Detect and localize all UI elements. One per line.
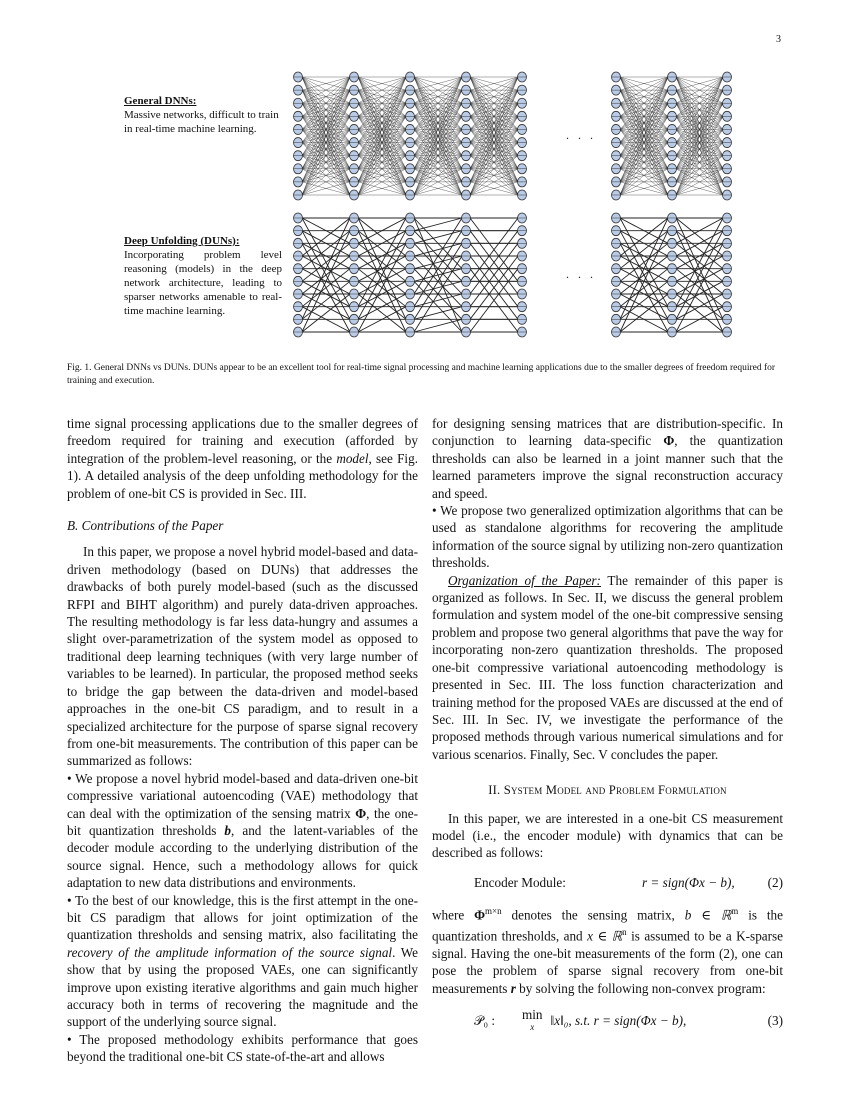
bullet-2: • To the best of our knowledge, this is the first attempt in the one-bit CS paradigm that allows for joint optimization of the quantization thresholds and sensing matrix, also facilitating the recovery of the amplitude information of the source signal. We show that by using the proposed VAEs, one can significantly improve upon existing iterative algorithms and gain much higher accuracy both in terms of recovering the magnitude and the support of the underlying source signal. bbox=[67, 892, 418, 1030]
right-column bbox=[432, 415, 783, 1045]
dun-label bbox=[124, 234, 282, 318]
section-heading: II. System Model and Problem Formulation bbox=[488, 783, 727, 798]
page-number: 3 bbox=[776, 34, 781, 45]
dun-network-right bbox=[612, 213, 732, 337]
dun-label-text: Incorporating problem level reasoning (models) in the deep network architecture, leading to sparser networks amenable to real-time machine learning. bbox=[124, 249, 282, 317]
dnn-label-heading: General DNNs: bbox=[124, 95, 197, 107]
figure-caption: Fig. 1. General DNNs vs DUNs. DUNs appear to be an excellent tool for real-time signal processing and machine learning applications due to the smaller degrees of freedom required for training and execution. bbox=[67, 363, 776, 386]
dun-label-heading: Deep Unfolding (DUNs): bbox=[124, 235, 240, 247]
bullet-1: • We propose a novel hybrid model-based and data-driven one-bit compressive variational autoencoding (VAE) methodology that can deal with the optimization of the sensing matrix Φ, the one-bit quantization thresholds b, and the latent-variables of the decoder module according to the underlying distribution of the source signal. Hence, such a methodology allows for quick adaptation to new data distributions and environments. bbox=[67, 770, 419, 891]
dnn-network-right bbox=[612, 72, 732, 200]
subsection-heading: B. Contributions of the Paper bbox=[67, 518, 224, 534]
paragraph-contributions: In this paper, we propose a novel hybrid model-based and data-driven methodology (based on DUNs) that addresses the drawbacks of both purely model-based (such as the discussed RFPI and BIHT algorithm) and purely data-driven approaches. The resulting methodology is far less data-hungry and assumes a slight over-parametrization of the system model as opposed to traditional deep learning techniques (with very large number of variables to be learned). In particular, the proposed method seeks to bridge the gap between the data-driven and model-based approaches in the one-bit CS paradigm, and to result in a specialized architecture for the purpose of sparse signal recovery from one-bit measurements. The contribution of this paper can be summarized as follows: bbox=[67, 544, 418, 769]
bullet-3: • The proposed methodology exhibits performance that goes beyond the traditional one-bit CS state-of-the-art and allows bbox=[67, 1031, 418, 1065]
bullet-4: • We propose two generalized optimization algorithms that can be used as standalone algorithms for recovering the amplitude information of the source signal by utilizing non-zero quantization thresholds. bbox=[432, 503, 783, 571]
paragraph-intro-end: time signal processing applications due to the smaller degrees of freedom required for training and execution (afforded by integration of the problem-level reasoning, or the model, see Fig. 1). A detailed analysis of the deep unfolding methodology for the problem of one-bit CS is provided in Sec. III. bbox=[67, 416, 418, 501]
ellipsis-dnn: . . . bbox=[566, 128, 596, 142]
paragraph-system-model: In this paper, we are interested in a one-bit CS measurement model (i.e., the encoder module) with dynamics that can be described as follows: bbox=[432, 810, 783, 861]
dnn-network-left bbox=[294, 72, 527, 200]
paragraph-organization: Organization of the Paper: The remainder of this paper is organized as follows. In Sec. II, we discuss the general problem formulation and system model of the one-bit compressive sensing problem and propose two general algorithms that pave the way for incorporating non-zero quantization thresholds. The proposed one-bit compressive variational autoencoding methodology is presented in Sec. III. The loss function characterization and training method for the proposed VAEs are discussed at the end of Sec. III. In Sec. IV, we investigate the performance of the proposed methods through various numerical simulations and for various scenarios. Finally, Sec. V concludes the paper. bbox=[432, 572, 783, 762]
paragraph-where: where $\Phi^{m\times n}$ denotes the sensing matrix, b ∈ ℝ$^m$ is the quantization thresholds, and x ∈ ℝ$^n$ is assumed to be a K-sparse signal. Having the one-bit measurements of the form (2), one can pose the problem of sparse signal recovery from one-bit measurements r by solving the following non-convex program: bbox=[432, 906, 784, 996]
ellipsis-dun: . . . bbox=[566, 267, 596, 281]
bullet-3-cont: for designing sensing matrices that are distribution-specific. In conjunction to learning data-specific Φ, the quantization thresholds can also be learned in a joint manner such that the learned parameters improve the signal reconstruction accuracy and speed. bbox=[432, 416, 783, 501]
equation-3: 𝒫₀ : min x ‖x‖₀, s.t. r = sign(Φx − b), (3) bbox=[474, 1006, 783, 1032]
equation-2: Encoder Module: r = sign(Φx − b), (2) bbox=[474, 874, 783, 890]
dnn-label bbox=[124, 94, 284, 136]
dnn-label-text: Massive networks, difficult to train in real-time machine learning. bbox=[124, 109, 279, 135]
left-column bbox=[67, 415, 418, 1066]
dun-network-left bbox=[294, 213, 527, 337]
